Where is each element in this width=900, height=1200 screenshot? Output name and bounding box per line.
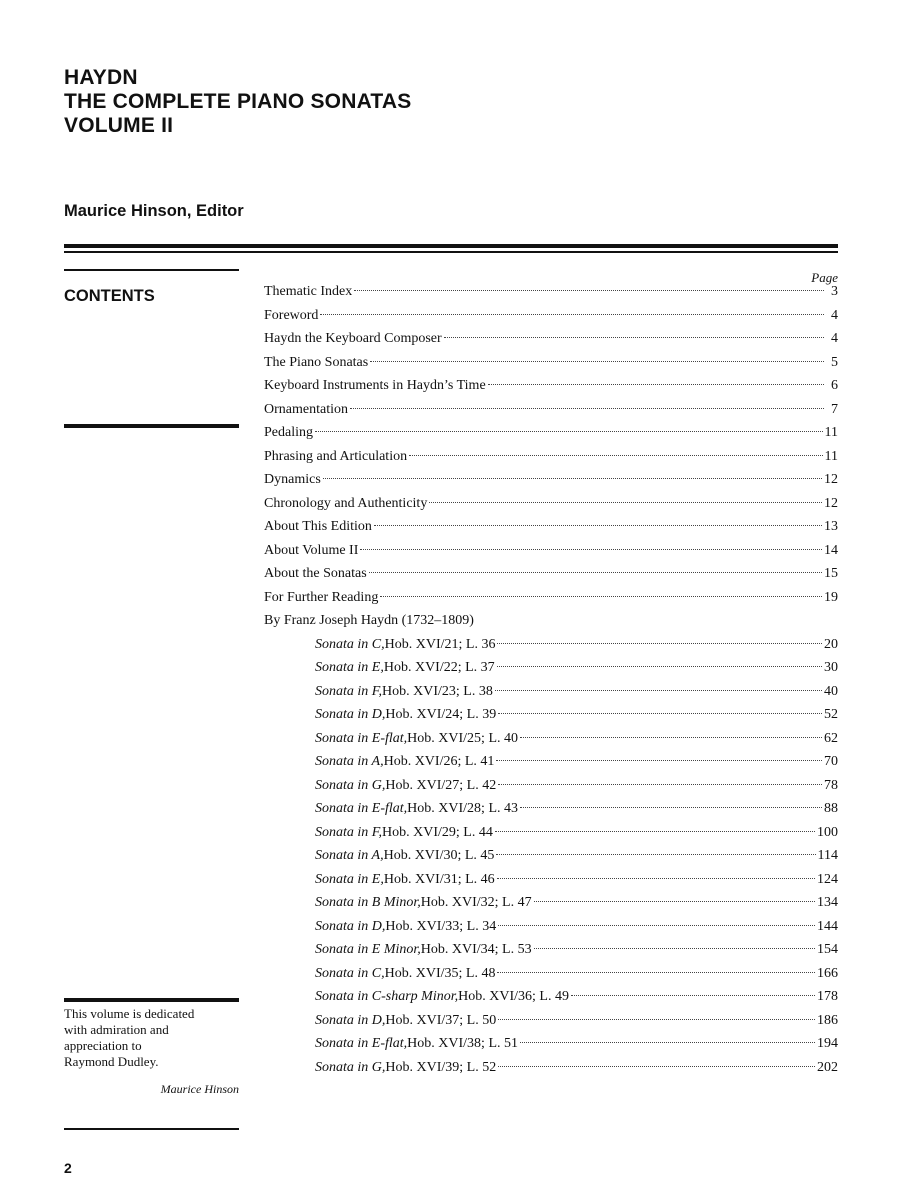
toc-entry-page: 114 xyxy=(817,848,838,863)
toc-sonata-entry[interactable] xyxy=(264,1036,838,1060)
toc-entry-label: About This Edition xyxy=(264,519,372,534)
toc-entry[interactable] xyxy=(264,425,838,449)
dot-leader xyxy=(360,549,822,550)
sonata-catalog: Hob. XVI/39; L. 52 xyxy=(385,1059,497,1075)
toc-entry[interactable] xyxy=(264,566,838,590)
dot-leader xyxy=(534,901,815,902)
toc-entry-page: 11 xyxy=(824,448,838,464)
toc-entry-page: 20 xyxy=(824,636,838,652)
dot-leader xyxy=(571,995,815,996)
header-rule-thin xyxy=(64,251,838,253)
toc-sonata-entry[interactable] xyxy=(264,707,838,731)
sonata-catalog: Hob. XVI/22; L. 37 xyxy=(383,660,495,675)
toc-sonata-entry[interactable] xyxy=(264,1060,838,1084)
toc-entry-page: 15 xyxy=(824,566,838,581)
editor-credit: Maurice Hinson, Editor xyxy=(64,202,244,220)
toc-sonata-entry[interactable] xyxy=(264,684,838,708)
toc-entry-label: Chronology and Authenticity xyxy=(264,495,428,511)
toc-entry-page: 186 xyxy=(817,1012,838,1028)
toc-entry-label: Phrasing and Articulation xyxy=(264,448,408,464)
sonata-title: Sonata in D, xyxy=(315,918,386,934)
toc-sonata-entry[interactable] xyxy=(264,660,838,684)
sonata-title: Sonata in D, xyxy=(315,707,386,722)
sonata-title: Sonata in D, xyxy=(315,1012,386,1028)
header-rule-thick xyxy=(64,244,838,248)
sonata-title: Sonata in C, xyxy=(315,965,385,981)
dot-leader xyxy=(498,784,822,785)
sonata-title: Sonata in E-flat, xyxy=(315,801,408,816)
toc-sonata-entry[interactable] xyxy=(264,848,838,872)
toc-sonata-entry[interactable] xyxy=(264,872,838,896)
toc-sonata-entry[interactable] xyxy=(264,754,838,778)
composer-line-text: By Franz Joseph Haydn (1732–1809) xyxy=(264,613,474,628)
sonata-catalog: Hob. XVI/38; L. 51 xyxy=(407,1036,518,1051)
toc-entry-page: 52 xyxy=(824,707,838,722)
toc-entry-page: 78 xyxy=(824,777,838,793)
sonata-title: Sonata in F, xyxy=(315,824,383,840)
sonata-catalog: Hob. XVI/21; L. 36 xyxy=(384,636,496,652)
dot-leader xyxy=(497,666,822,667)
dot-leader xyxy=(496,854,815,855)
dot-leader xyxy=(320,314,824,315)
toc-entry[interactable] xyxy=(264,496,838,520)
dedication-line: with admiration and xyxy=(64,1022,169,1037)
dedication-rule xyxy=(64,998,239,1002)
dot-leader xyxy=(444,337,824,338)
dot-leader xyxy=(323,478,822,479)
toc-entry[interactable] xyxy=(264,543,838,567)
dot-leader xyxy=(498,925,815,926)
dot-leader xyxy=(495,831,815,832)
dot-leader xyxy=(374,525,822,526)
sonata-catalog: Hob. XVI/29; L. 44 xyxy=(382,824,493,840)
dot-leader xyxy=(488,384,824,385)
toc-entry-page: 124 xyxy=(817,871,838,887)
toc-sonata-entry[interactable] xyxy=(264,825,838,849)
toc-sonata-entry[interactable] xyxy=(264,942,838,966)
sonata-title: Sonata in G, xyxy=(315,777,386,793)
toc-sonata-entry[interactable] xyxy=(264,637,838,661)
dot-leader xyxy=(520,1042,815,1043)
toc-entry-page: 202 xyxy=(817,1059,838,1075)
sonata-title: Sonata in E Minor, xyxy=(315,942,421,957)
dot-leader xyxy=(370,361,824,362)
toc-entry-page: 12 xyxy=(824,472,838,487)
dedication-line: appreciation to xyxy=(64,1038,142,1053)
dedication-text xyxy=(64,1006,244,1070)
sonata-title: Sonata in G, xyxy=(315,1059,386,1075)
sonata-title: Sonata in C, xyxy=(315,636,385,652)
sonata-title: Sonata in B Minor, xyxy=(315,895,421,910)
sonata-catalog: Hob. XVI/28; L. 43 xyxy=(407,801,518,816)
sonata-catalog: Hob. XVI/34; L. 53 xyxy=(420,942,532,957)
toc-sonata-entry[interactable] xyxy=(264,778,838,802)
toc-entry-page: 144 xyxy=(817,918,838,934)
sonata-catalog: Hob. XVI/31; L. 46 xyxy=(383,871,495,887)
sidebar-rule-top xyxy=(64,269,239,271)
dot-leader xyxy=(409,455,822,456)
toc-sonata-entry[interactable] xyxy=(264,895,838,919)
toc-entry-page: 7 xyxy=(831,401,838,417)
toc-entry-page: 11 xyxy=(824,425,838,440)
dot-leader xyxy=(369,572,822,573)
dedication-line: This volume is dedicated xyxy=(64,1006,195,1021)
dot-leader xyxy=(497,878,815,879)
toc-entry[interactable] xyxy=(264,472,838,496)
toc-sonata-entry[interactable] xyxy=(264,919,838,943)
sonata-catalog: Hob. XVI/33; L. 34 xyxy=(385,918,497,934)
toc-entry-label: For Further Reading xyxy=(264,589,379,605)
dot-leader xyxy=(498,1066,815,1067)
sonata-catalog: Hob. XVI/27; L. 42 xyxy=(385,777,497,793)
toc-entry-page: 12 xyxy=(824,495,838,511)
toc-entry-page: 40 xyxy=(824,683,838,699)
sonata-title: Sonata in E-flat, xyxy=(315,730,408,746)
toc-entry-page: 134 xyxy=(817,895,838,910)
dot-leader xyxy=(520,737,822,738)
sonata-title: Sonata in E, xyxy=(315,871,384,887)
toc-composer-line xyxy=(264,613,838,637)
toc-entry-page: 88 xyxy=(824,801,838,816)
toc-sonata-entry[interactable] xyxy=(264,801,838,825)
toc-sonata-entry[interactable] xyxy=(264,989,838,1013)
title-line-composer: HAYDN xyxy=(64,66,138,89)
dedication-line: Raymond Dudley. xyxy=(64,1054,159,1069)
toc-entry-page: 3 xyxy=(831,284,838,299)
toc-entry-label: About the Sonatas xyxy=(264,566,367,581)
toc-entry-page: 178 xyxy=(817,989,838,1004)
title-line-work: THE COMPLETE PIANO SONATAS xyxy=(64,90,412,113)
toc-entry-page: 6 xyxy=(831,378,838,393)
dot-leader xyxy=(497,643,822,644)
toc-entry-page: 166 xyxy=(817,965,838,981)
toc-entry[interactable] xyxy=(264,378,838,402)
sonata-catalog: Hob. XVI/35; L. 48 xyxy=(384,965,496,981)
sidebar-rule-mid xyxy=(64,424,239,428)
toc-entry-label: Keyboard Instruments in Haydn’s Time xyxy=(264,378,486,393)
table-of-contents xyxy=(264,284,838,1083)
dot-leader xyxy=(497,972,815,973)
dot-leader xyxy=(495,690,822,691)
dot-leader xyxy=(534,948,815,949)
sonata-catalog: Hob. XVI/37; L. 50 xyxy=(385,1012,497,1028)
toc-entry-page: 13 xyxy=(824,519,838,534)
title-block xyxy=(64,66,411,138)
toc-entry-page: 154 xyxy=(817,942,838,957)
dot-leader xyxy=(315,431,823,432)
dot-leader xyxy=(350,408,824,409)
sonata-title: Sonata in A, xyxy=(315,848,384,863)
toc-entry-page: 19 xyxy=(824,589,838,605)
footer-rule xyxy=(64,1128,239,1130)
toc-entry-page: 14 xyxy=(824,542,838,558)
sonata-title: Sonata in A, xyxy=(315,754,384,769)
toc-entry-label: Pedaling xyxy=(264,425,313,440)
sonata-catalog: Hob. XVI/25; L. 40 xyxy=(407,730,518,746)
toc-sonata-entry[interactable] xyxy=(264,731,838,755)
toc-entry-page: 5 xyxy=(831,354,838,370)
toc-entry-page: 70 xyxy=(824,754,838,769)
toc-entry-label: About Volume II xyxy=(264,542,359,558)
sonata-title: Sonata in E, xyxy=(315,660,384,675)
toc-entry-label: The Piano Sonatas xyxy=(264,354,369,370)
sonata-title: Sonata in E-flat, xyxy=(315,1036,408,1051)
dot-leader xyxy=(429,502,822,503)
sonata-title: Sonata in F, xyxy=(315,683,383,699)
toc-entry[interactable] xyxy=(264,449,838,473)
sonata-title: Sonata in C-sharp Minor, xyxy=(315,989,459,1004)
toc-entry-page: 4 xyxy=(831,307,838,323)
page-column-label: Page xyxy=(811,270,838,285)
sonata-catalog: Hob. XVI/24; L. 39 xyxy=(385,707,497,722)
dot-leader xyxy=(520,807,822,808)
dot-leader xyxy=(354,290,824,291)
toc-entry[interactable] xyxy=(264,284,838,308)
contents-heading: CONTENTS xyxy=(64,287,155,305)
sonata-catalog: Hob. XVI/30; L. 45 xyxy=(383,848,495,863)
dedication-signature: Maurice Hinson xyxy=(160,1082,239,1096)
toc-entry[interactable] xyxy=(264,331,838,355)
sonata-catalog: Hob. XVI/26; L. 41 xyxy=(383,754,495,769)
toc-sonata-entry[interactable] xyxy=(264,966,838,990)
toc-entry-page: 100 xyxy=(817,824,838,840)
dot-leader xyxy=(380,596,822,597)
dot-leader xyxy=(498,1019,815,1020)
sonata-catalog: Hob. XVI/32; L. 47 xyxy=(420,895,532,910)
toc-entry-page: 62 xyxy=(824,730,838,746)
toc-entry[interactable] xyxy=(264,519,838,543)
toc-entry-page: 4 xyxy=(831,331,838,346)
title-line-volume: VOLUME II xyxy=(64,114,174,137)
toc-entry[interactable] xyxy=(264,402,838,426)
toc-entry-page: 30 xyxy=(824,660,838,675)
toc-entry-label: Dynamics xyxy=(264,472,321,487)
toc-entry-page: 194 xyxy=(817,1036,838,1051)
toc-entry-label: Ornamentation xyxy=(264,401,348,417)
toc-entry[interactable] xyxy=(264,308,838,332)
toc-entry[interactable] xyxy=(264,355,838,379)
toc-entry[interactable] xyxy=(264,590,838,614)
dot-leader xyxy=(496,760,822,761)
toc-entry-label: Thematic Index xyxy=(264,284,353,299)
dot-leader xyxy=(498,713,822,714)
toc-entry-label: Foreword xyxy=(264,307,319,323)
sonata-catalog: Hob. XVI/23; L. 38 xyxy=(382,683,493,699)
page-number: 2 xyxy=(64,1160,72,1176)
sonata-catalog: Hob. XVI/36; L. 49 xyxy=(458,989,569,1004)
toc-entry-label: Haydn the Keyboard Composer xyxy=(264,331,442,346)
toc-sonata-entry[interactable] xyxy=(264,1013,838,1037)
